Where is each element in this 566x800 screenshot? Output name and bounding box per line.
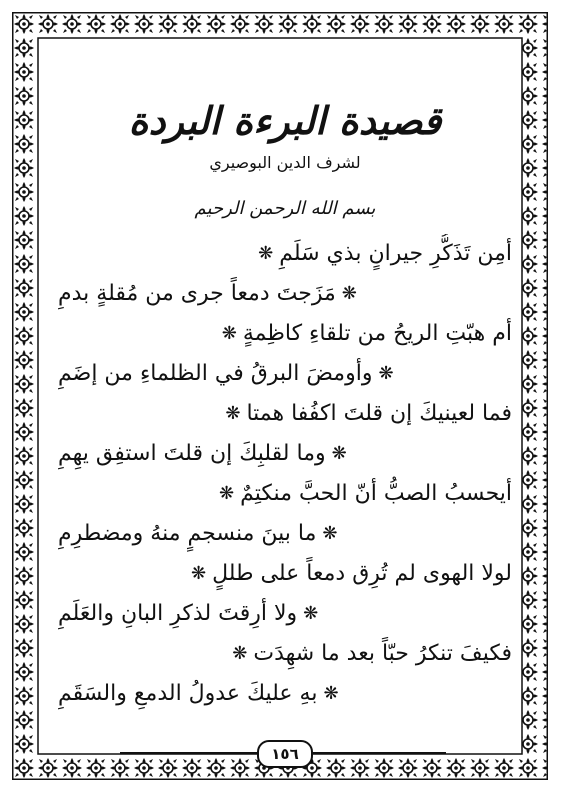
verse-text: أمِن تَذَكُّرِ جيرانٍ بذي سَلَمِ [279, 241, 512, 266]
star-separator-icon: ❋ [191, 563, 207, 584]
verse-3-second-hemistich [58, 434, 512, 474]
poem-title: قصيدة البرءة البردة [128, 99, 442, 143]
verse-text: مَزَجتَ دمعاً جرى من مُقلةٍ بدمِ [58, 281, 336, 306]
verse-6-first-hemistich [58, 634, 512, 674]
star-separator-icon: ❋ [331, 443, 347, 464]
star-separator-icon: ❋ [225, 403, 241, 424]
verse-3-first-hemistich [58, 394, 512, 434]
verse-5-second-hemistich [58, 594, 512, 634]
verse-text: ما بينَ منسجمٍ منهُ ومضطرِمِ [58, 521, 317, 546]
verse-text: فكيفَ تنكرُ حبّاً بعد ما شهِدَت [253, 641, 512, 666]
verse-2-first-hemistich [58, 314, 512, 354]
verse-text: بهِ عليكَ عدولُ الدمعِ والسَقَمِ [58, 681, 318, 706]
verse-text: وأومضَ البرقُ في الظلماءِ من إضَمِ [58, 361, 373, 386]
verse-4-second-hemistich [58, 514, 512, 554]
footer-rule-right [309, 752, 446, 754]
footer-rule-left [120, 752, 257, 754]
basmala: بسم الله الرحمن الرحيم [194, 198, 376, 219]
star-separator-icon: ❋ [219, 483, 235, 504]
verse-text: أم هبّتِ الريحُ من تلقاءِ كاظِمةٍ [242, 321, 512, 346]
verse-1-second-hemistich [58, 274, 512, 314]
star-separator-icon: ❋ [323, 683, 339, 704]
verse-5-first-hemistich [58, 554, 512, 594]
verse-text: ولا أرِقتَ لذكرِ البانِ والعَلَمِ [58, 601, 298, 626]
poem-author: لشرف الدين البوصيري [209, 153, 361, 172]
star-separator-icon: ❋ [322, 523, 338, 544]
star-separator-icon: ❋ [258, 243, 274, 264]
star-separator-icon: ❋ [378, 363, 394, 384]
star-separator-icon: ❋ [221, 323, 237, 344]
star-separator-icon: ❋ [303, 603, 319, 624]
verse-text: لولا الهوى لم تُرِق دمعاً على طللٍ [212, 561, 512, 586]
poem-content [58, 88, 512, 740]
verse-6-second-hemistich [58, 674, 512, 714]
star-separator-icon: ❋ [341, 283, 357, 304]
verse-list [58, 234, 512, 714]
verse-4-first-hemistich [58, 474, 512, 514]
verse-text: فما لعينيكَ إن قلتَ اكفُفا همتا [246, 401, 512, 426]
verse-1-first-hemistich [58, 234, 512, 274]
page-number: ١٥٦ [257, 740, 313, 768]
page-footer [0, 738, 566, 768]
verse-text: وما لقلبِكَ إن قلتَ استفِق يهِمِ [58, 441, 326, 466]
verse-2-second-hemistich [58, 354, 512, 394]
verse-text: أيحسبُ الصبُّ أنّ الحبَّ منكتِمٌ [240, 481, 512, 506]
star-separator-icon: ❋ [232, 643, 248, 664]
